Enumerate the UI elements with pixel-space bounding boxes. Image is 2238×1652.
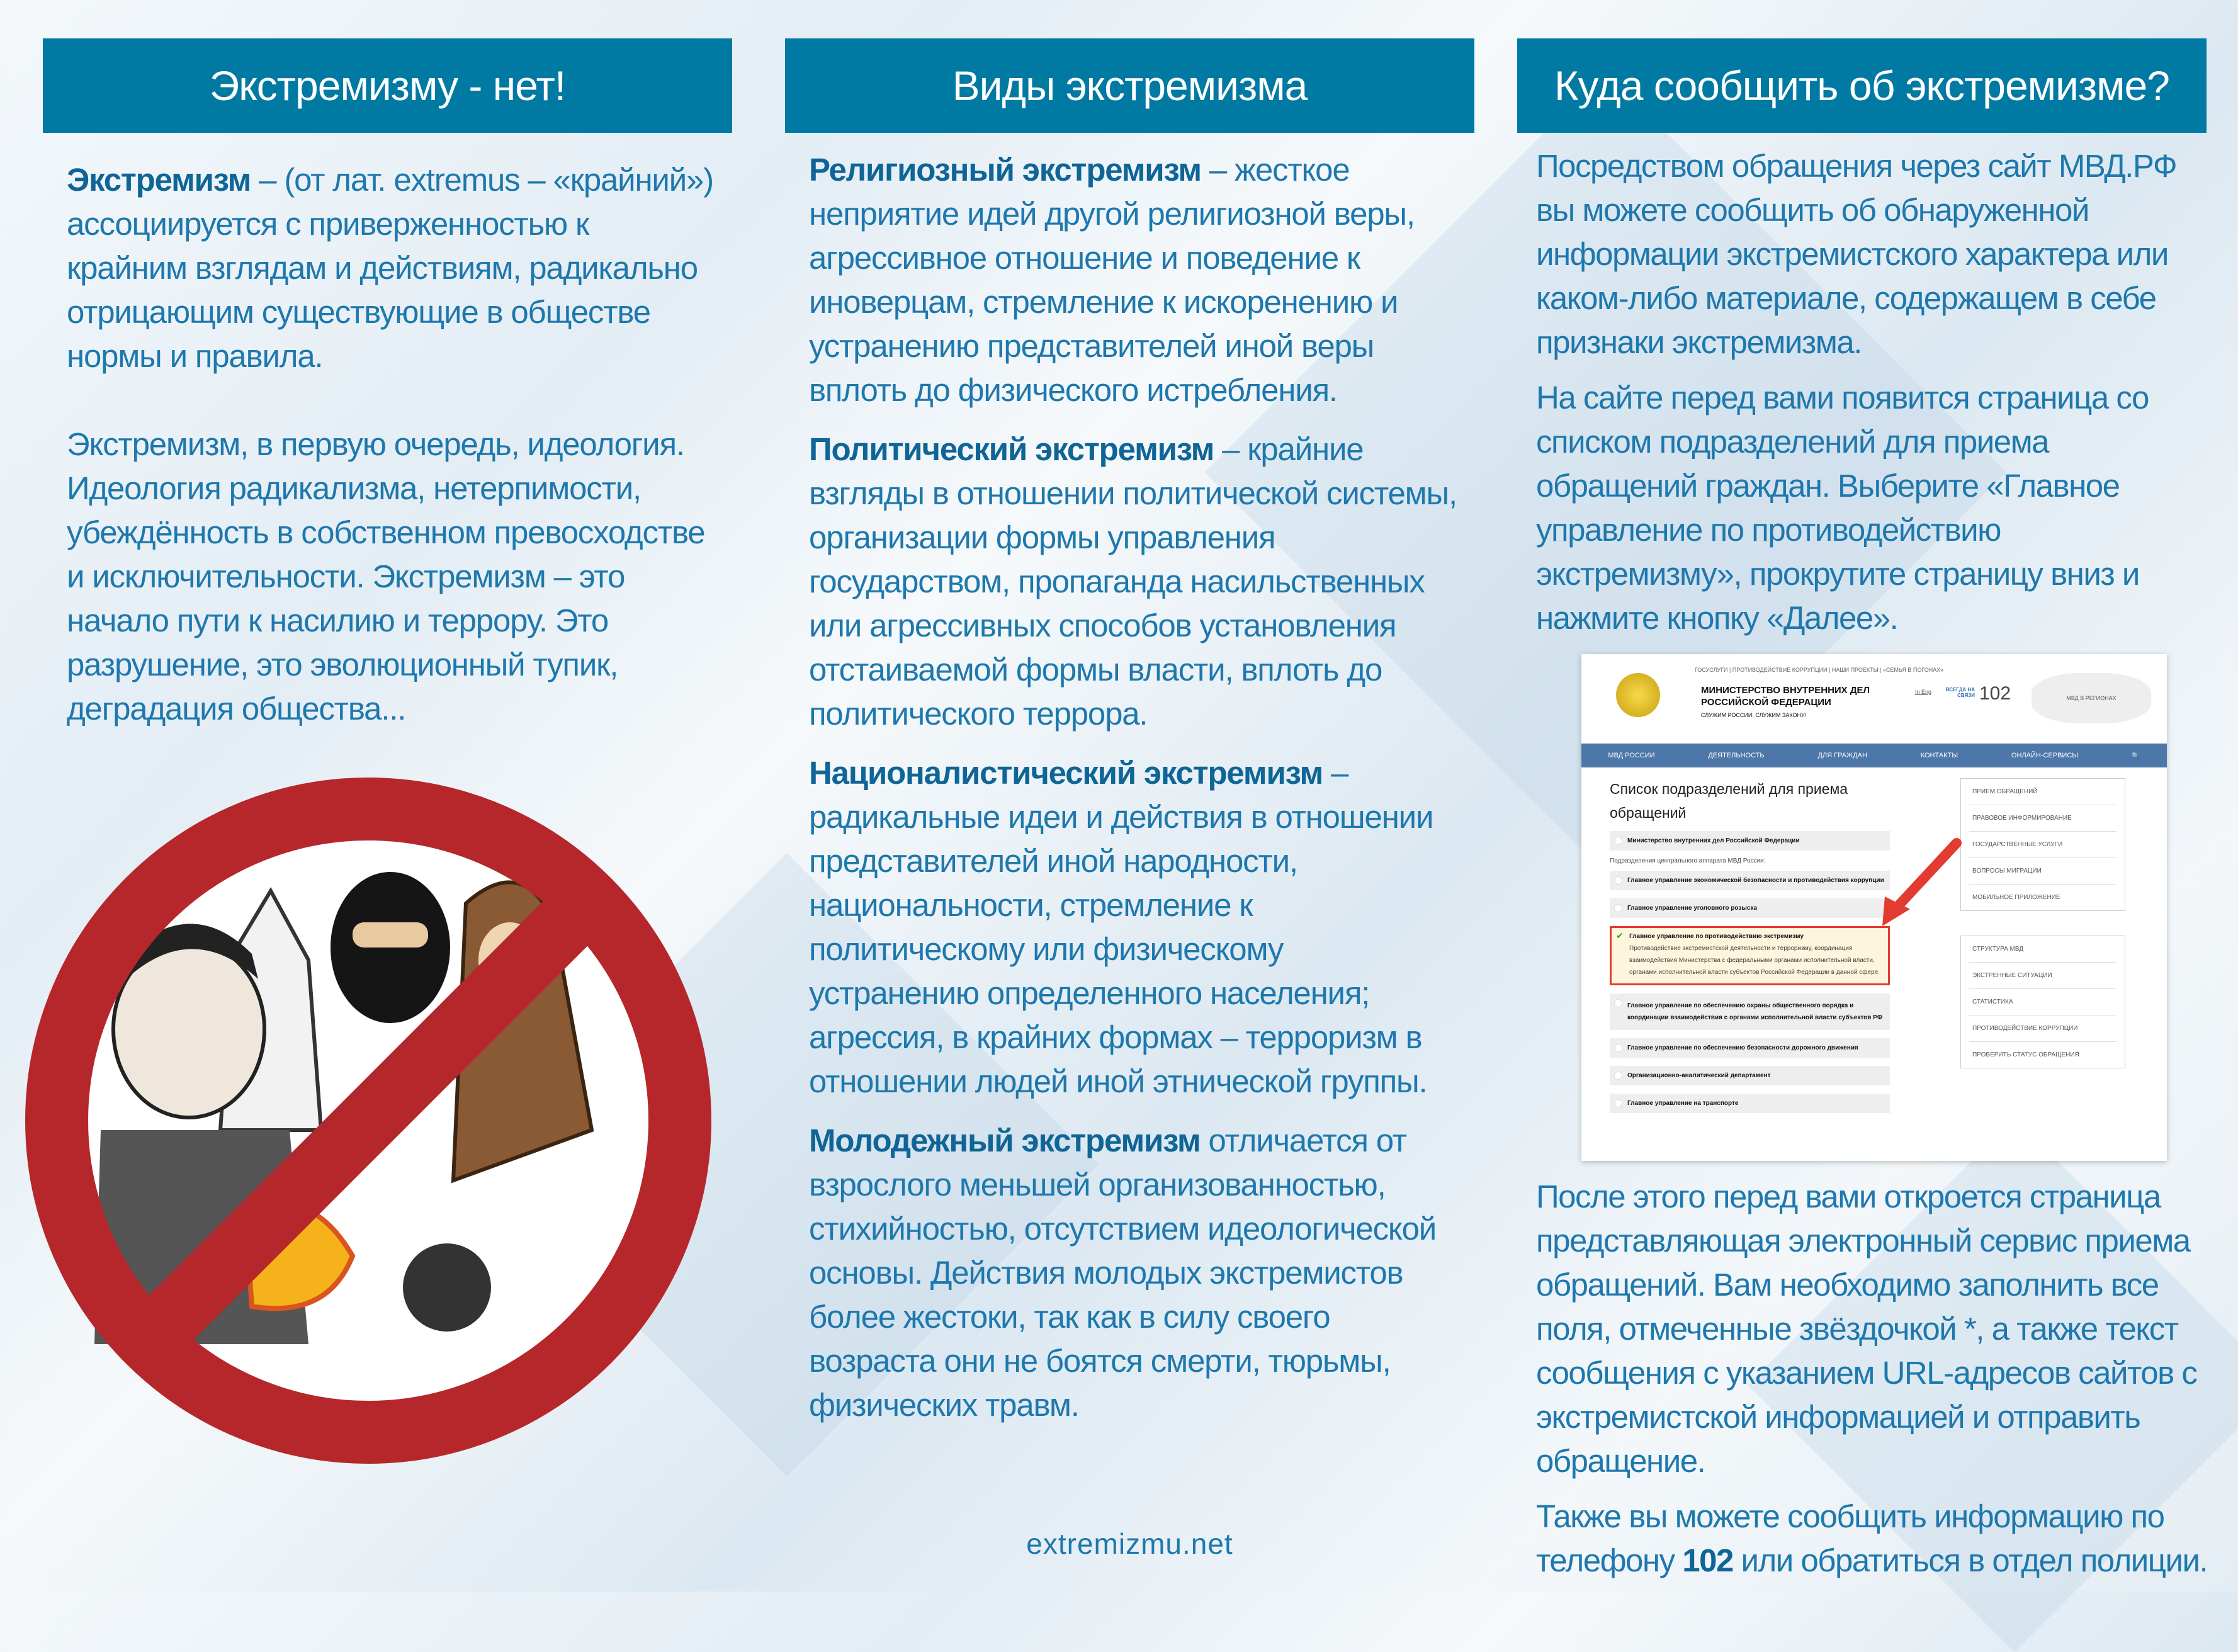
info-menu bbox=[1960, 936, 2125, 1068]
report-paragraph: Посредством обращения через сайт МВД.РФ вы можете сообщить об обнаруженной информации экстремистского характера или каком-либо материале, содержащем в себе признаки экстремизма. bbox=[1536, 148, 2177, 360]
menu-item[interactable]: ПРОТИВОДЕЙСТВИЕ КОРРУПЦИИ bbox=[1969, 1016, 2116, 1042]
menu-item[interactable]: ПРИЕМ ОБРАЩЕНИЙ bbox=[1969, 779, 2116, 805]
column-title: Виды экстремизма bbox=[785, 38, 1474, 133]
department-option[interactable]: Организационно-аналитический департамент bbox=[1610, 1066, 1890, 1085]
check-icon: ✔ bbox=[1616, 931, 1624, 941]
always-label: ВСЕГДА НА СВЯЗИ bbox=[1945, 687, 1975, 698]
ministry-title: МИНИСТЕРСТВО ВНУТРЕННИХ ДЕЛ РОССИЙСКОЙ ФЕДЕРАЦИИ bbox=[1701, 685, 1870, 708]
youth-extremism: Молодежный экстремизм отличается от взрослого меньшей организованностью, стихийностью, отсутствием идеологической основы. Действия молодых экстремистов более жестоки, так как в силу своего возраста они не боятся смерти, тюрьмы, физических травм. bbox=[809, 1123, 1437, 1423]
department-option[interactable]: Министерство внутренних дел Российской Федерации bbox=[1610, 831, 1890, 851]
services-menu bbox=[1960, 778, 2125, 911]
lang-link[interactable]: In Eng bbox=[1915, 689, 1932, 695]
nationalist-extremism: Националистический экстремизм – радикальные идеи и действия в отношении представителей иной народности, национальности, стремление к политическому или физическому устранению определенного населения; агрессия, в крайних формах – терроризм в отношении людей иной этнической группы. bbox=[809, 755, 1433, 1099]
column-types bbox=[785, 38, 1474, 1427]
phone-number: 102 bbox=[1979, 683, 2011, 704]
column-about bbox=[43, 38, 732, 731]
form-paragraph: После этого перед вами откроется страница представляющая электронный сервис приема обращений. Вам необходимо заполнить все поля, отмеченные звёздочкой *, а также текст сообщения с указанием URL-адресов сайтов с экстремистской информацией и отправить обращение. bbox=[1536, 1179, 2197, 1479]
nav-item[interactable]: МВД РОССИИ bbox=[1608, 752, 1655, 759]
nav-item[interactable]: КОНТАКТЫ bbox=[1920, 752, 1958, 759]
ideology-paragraph: Экстремизм, в первую очередь, идеология. Идеология радикализма, нетерпимости, убеждённость в собственном превосходстве и исключительности. Экстремизм – это начало пути к насилию и террору. Это разрушение, это эволюционный тупик, деградация общества... bbox=[67, 426, 705, 727]
department-option[interactable]: Главное управление по обеспечению охраны общественного порядка и координации взаимодействия с органами исполнительной власти субъектов РФ bbox=[1610, 993, 1890, 1030]
menu-item[interactable]: ЭКСТРЕННЫЕ СИТУАЦИИ bbox=[1969, 963, 2116, 989]
main-nav bbox=[1581, 744, 2167, 767]
department-option-selected[interactable]: ✔ Главное управление по противодействию экстремизму Противодействие экстремистской деятельности и терроризму, координация взаимодействия Министерства с федеральными органами исполнительной власти, органами исполнительной власти субъектов Российской Федерации в данной сфере. bbox=[1610, 926, 1890, 985]
column-title: Экстремизму - нет! bbox=[43, 38, 732, 133]
menu-item[interactable]: МОБИЛЬНОЕ ПРИЛОЖЕНИЕ bbox=[1972, 894, 2060, 901]
slogan: СЛУЖИМ РОССИИ, СЛУЖИМ ЗАКОНУ! bbox=[1701, 712, 1807, 718]
department-option[interactable]: Главное управление на транспорте bbox=[1610, 1094, 1890, 1113]
emblem-icon bbox=[1616, 673, 1660, 717]
menu-item[interactable]: СТАТИСТИКА bbox=[1969, 989, 2116, 1016]
religious-extremism: Религиозный экстремизм – жесткое неприятие идей другой религиозной веры, агрессивное отношение и поведение к иноверцам, стремление к искоренению и устранению представителей иной веры вплоть до физического истребления. bbox=[809, 152, 1415, 408]
list-title: Список подразделений для приема обращений bbox=[1610, 781, 1848, 821]
menu-item[interactable]: ГОСУДАРСТВЕННЫЕ УСЛУГИ bbox=[1969, 832, 2116, 858]
nav-item[interactable]: ДЛЯ ГРАЖДАН bbox=[1817, 752, 1867, 759]
subhead: Подразделения центрального аппарата МВД России: bbox=[1610, 857, 1766, 864]
column-report bbox=[1517, 38, 2225, 1583]
definition-paragraph: Экстремизм – (от лат. extremus – «крайний») ассоциируется с приверженностью к крайним взглядам и действиям, радикально отрицающим существующие в обществе нормы и правила. bbox=[67, 162, 713, 374]
column-title: Куда сообщить об экстремизме? bbox=[1517, 38, 2207, 133]
website-screenshot bbox=[1581, 654, 2167, 1161]
top-links[interactable]: ГОСУСЛУГИ | ПРОТИВОДЕЙСТВИЕ КОРРУПЦИИ | НАШИ ПРОЕКТЫ | «СЕМЬЯ В ПОГОНАХ» bbox=[1695, 667, 1944, 673]
regions-map[interactable]: МВД В РЕГИОНАХ bbox=[2032, 673, 2151, 723]
department-option[interactable]: Главное управление по обеспечению безопасности дорожного движения bbox=[1610, 1038, 1890, 1058]
nav-item[interactable]: ОНЛАЙН-СЕРВИСЫ bbox=[2011, 752, 2079, 759]
website-link[interactable]: extremizmu.net bbox=[1026, 1527, 1233, 1560]
search-icon[interactable]: 🔍 bbox=[2131, 752, 2140, 760]
department-option[interactable]: Главное управление уголовного розыска bbox=[1610, 898, 1890, 918]
menu-item[interactable]: ПРАВОВОЕ ИНФОРМИРОВАНИЕ bbox=[1969, 805, 2116, 832]
prohibition-illustration bbox=[25, 778, 718, 1470]
political-extremism: Политический экстремизм – крайние взгляды в отношении политической системы, организации формы управления государством, пропаганда насильственных или агрессивных способов установления отстаиваемой формы власти, вплоть до политического террора. bbox=[809, 431, 1457, 732]
nav-item[interactable]: ДЕЯТЕЛЬНОСТЬ bbox=[1708, 752, 1765, 759]
menu-item[interactable]: ВОПРОСЫ МИГРАЦИИ bbox=[1969, 858, 2116, 885]
department-list bbox=[1610, 777, 1890, 1121]
phone-paragraph: Также вы можете сообщить информацию по телефону 102 или обратиться в отдел полиции. bbox=[1536, 1498, 2208, 1578]
menu-item[interactable]: ПРОВЕРИТЬ СТАТУС ОБРАЩЕНИЯ bbox=[1972, 1051, 2079, 1058]
menu-item[interactable]: СТРУКТУРА МВД bbox=[1969, 936, 2116, 963]
department-option[interactable]: Главное управление экономической безопасности и противодействия коррупции bbox=[1610, 871, 1890, 890]
instructions-paragraph: На сайте перед вами появится страница со списком подразделений для приема обращений граждан. Выберите «Главное управление по противодействию экстремизму», прокрутите страницу вниз и нажмите кнопку «Далее». bbox=[1536, 380, 2149, 636]
